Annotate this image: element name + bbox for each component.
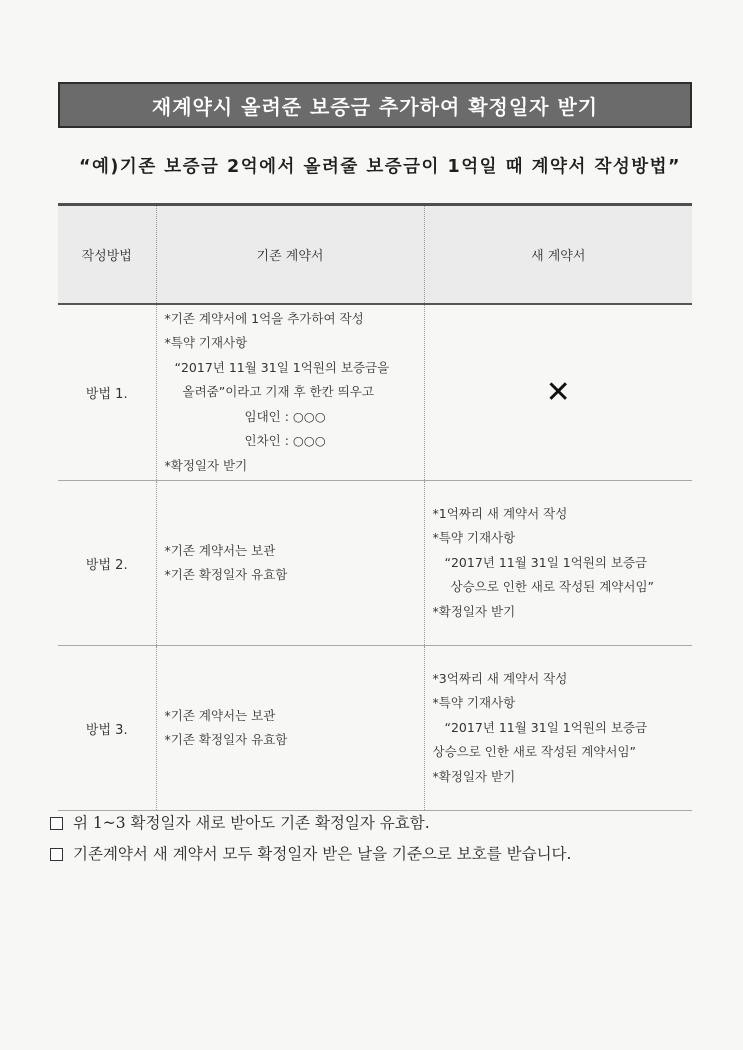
cell-line: *기존 계약서는 보관 [164, 542, 276, 558]
note-item [50, 839, 571, 870]
note-text: 위 1~3 확정일자 새로 받아도 기존 확정일자 유효함. [73, 814, 430, 832]
table-header-row [58, 205, 692, 304]
notes-section [50, 808, 571, 870]
table-row-method-1 [58, 304, 692, 481]
note-text: 기존계약서 새 계약서 모두 확정일자 받은 날을 기준으로 보호를 받습니다. [73, 845, 572, 863]
page-title: 재계약시 올려준 보증금 추가하여 확정일자 받기 [151, 94, 599, 119]
cell-line: “2017년 11월 31일 1억원의 보증금을 [174, 359, 390, 375]
new-contract-cell [424, 304, 692, 481]
cell-line: 임대인 : ○○○ [244, 408, 326, 424]
header-method: 작성방법 [58, 205, 156, 304]
cell-line: 올려줌”이라고 기재 후 한칸 띄우고 [182, 384, 374, 399]
method-label: 방법 1. [58, 304, 156, 481]
checkbox-icon [50, 817, 63, 830]
new-contract-cell [424, 646, 692, 811]
header-new-contract: 새 계약서 [424, 205, 692, 304]
note-item [50, 808, 571, 839]
table-row-method-3 [58, 646, 692, 811]
cell-line: “2017년 11월 31일 1억원의 보증금 [444, 719, 648, 735]
method-table [58, 203, 692, 811]
new-contract-cell [424, 481, 692, 646]
x-mark-icon: ✕ [545, 374, 571, 410]
cell-line: 상승으로 인한 새로 작성된 계약서임” [432, 744, 636, 760]
example-subtitle: “예)기존 보증금 2억에서 올려줄 보증금이 1억일 때 계약서 작성방법” [78, 157, 682, 177]
method-label: 방법 3. [58, 646, 156, 811]
cell-line: *1억짜리 새 계약서 작성 [432, 505, 568, 521]
cell-line: *확정일자 받기 [164, 457, 248, 473]
cell-line: 인차인 : ○○○ [244, 433, 326, 448]
method-label: 방법 2. [58, 481, 156, 646]
checkbox-icon [50, 848, 63, 861]
cell-line: *확정일자 받기 [432, 603, 516, 619]
cell-line: *특약 기재사항 [432, 530, 516, 546]
table-row-method-2 [58, 481, 692, 646]
cell-line: *기존 확정일자 유효함 [164, 567, 288, 582]
old-contract-cell [156, 304, 424, 481]
cell-line: *특약 기재사항 [164, 335, 248, 350]
cell-line: *확정일자 받기 [432, 768, 516, 784]
cell-line: *기존 계약서에 1억을 추가하여 작성 [164, 310, 364, 326]
title-banner [58, 82, 692, 128]
cell-line: *기존 계약서는 보관 [164, 707, 276, 723]
old-contract-cell [156, 646, 424, 811]
cell-line: *기존 확정일자 유효함 [164, 732, 288, 747]
header-old-contract: 기존 계약서 [156, 205, 424, 304]
cell-line: “2017년 11월 31일 1억원의 보증금 [444, 554, 648, 570]
cell-line: 상승으로 인한 새로 작성된 계약서임” [450, 579, 654, 595]
cell-line: *3억짜리 새 계약서 작성 [432, 670, 568, 686]
cell-line: *특약 기재사항 [432, 695, 516, 711]
old-contract-cell [156, 481, 424, 646]
